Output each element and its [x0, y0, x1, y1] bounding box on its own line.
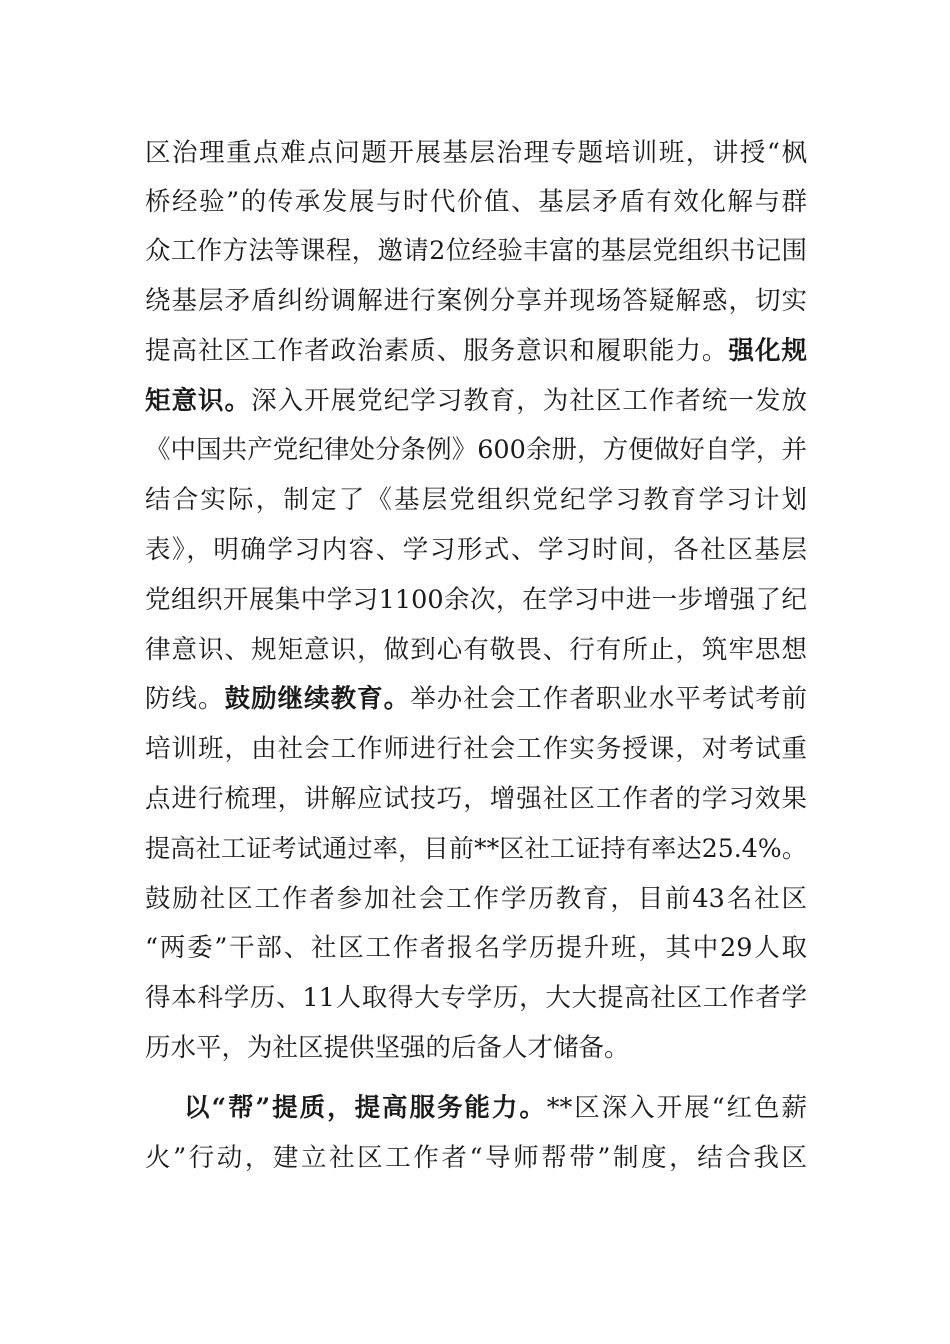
text-line — [145, 729, 807, 769]
text-line — [145, 829, 807, 869]
text-segment: 得本科学历、11人取得大专学历，大大提高社区工作者学 — [145, 983, 807, 1013]
text-segment: 深入开展党纪学习教育，为社区工作者统一发放 — [251, 386, 807, 416]
bold-heading-segment: 矩意识。 — [145, 386, 252, 416]
text-line — [145, 580, 807, 620]
text-segment: 举办社会工作者职业水平考试考前 — [410, 684, 807, 714]
text-segment: 点进行梳理，讲解应试技巧，增强社区工作者的学习效果 — [145, 784, 807, 814]
text-line — [145, 430, 807, 470]
bold-heading-segment: 以“帮”提质，提高服务能力。 — [184, 1093, 547, 1123]
text-segment: 结合实际，制定了《基层党组织党纪学习教育学习计划 — [145, 485, 807, 515]
text-segment: **区深入开展“红色薪 — [546, 1093, 807, 1123]
text-segment: 提高社工证考试通过率，目前**区社工证持有率达25.4%。 — [145, 834, 807, 863]
text-line — [145, 480, 807, 520]
text-segment: 众工作方法等课程，邀请2位经验丰富的基层党组织书记围 — [145, 236, 807, 266]
text-line — [145, 1028, 807, 1068]
bold-heading-segment: 强化规 — [728, 336, 807, 366]
text-line — [145, 231, 807, 271]
text-segment: 《中国共产党纪律处分条例》600余册，方便做好自学，并 — [145, 435, 807, 465]
text-line — [145, 133, 807, 173]
text-segment: 历水平，为社区提供坚强的后备人才储备。 — [145, 1033, 630, 1063]
text-segment: 律意识、规矩意识，做到心有敬畏、行有所止，筑牢思想 — [145, 635, 807, 665]
paragraph-first-line — [184, 1088, 807, 1128]
bold-heading-segment: 鼓励继续教育。 — [224, 684, 411, 714]
text-segment: 桥经验”的传承发展与时代价值、基层矛盾有效化解与群 — [145, 187, 807, 217]
text-line — [145, 630, 807, 670]
text-line — [145, 679, 807, 719]
text-line — [145, 879, 807, 919]
text-segment: 火”行动，建立社区工作者“导师帮带”制度，结合我区 — [145, 1143, 807, 1173]
text-segment: 鼓励社区工作者参加社会工作学历教育，目前43名社区 — [145, 884, 807, 914]
text-line — [145, 1138, 807, 1178]
text-line — [145, 281, 807, 321]
text-line — [145, 331, 807, 371]
text-line — [145, 978, 807, 1018]
text-segment: 区治理重点难点问题开展基层治理专题培训班，讲授“枫 — [145, 138, 807, 168]
text-segment: 表》，明确学习内容、学习形式、学习时间，各社区基层 — [145, 535, 807, 565]
text-segment: 防线。 — [145, 684, 225, 714]
text-segment: 培训班，由社会工作师进行社会工作实务授课，对考试重 — [145, 734, 807, 764]
text-segment: 绕基层矛盾纠纷调解进行案例分享并现场答疑解惑，切实 — [145, 286, 807, 316]
text-line — [145, 530, 807, 570]
text-line — [145, 381, 807, 421]
text-line — [145, 182, 807, 222]
text-segment: 提高社区工作者政治素质、服务意识和履职能力。 — [145, 336, 729, 366]
text-segment: “两委”干部、社区工作者报名学历提升班，其中29人取 — [145, 933, 807, 963]
text-line — [145, 928, 807, 968]
text-line — [145, 779, 807, 819]
text-segment: 党组织开展集中学习1100余次，在学习中进一步增强了纪 — [145, 585, 807, 615]
